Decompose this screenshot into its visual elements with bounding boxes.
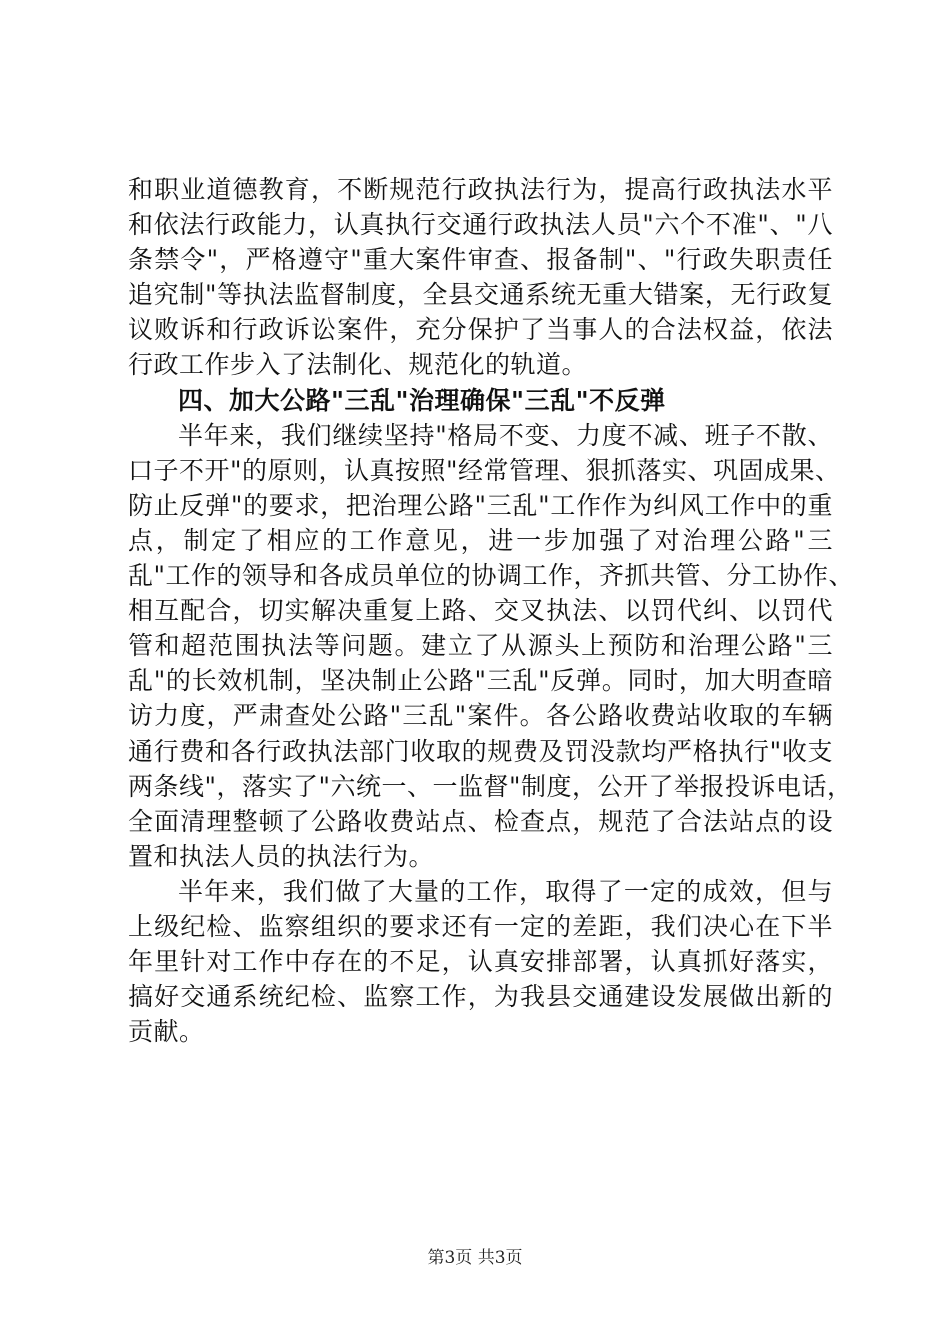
paragraph-line: 访力度，严肃查处公路"三乱"案件。各公路收费站收取的车辆 [128, 701, 833, 731]
paragraph-line: 半年来，我们做了大量的工作，取得了一定的成效，但与 [178, 876, 833, 906]
paragraph-line: 管和超范围执法等问题。建立了从源头上预防和治理公路"三 [128, 631, 833, 661]
paragraph-line: 防止反弹"的要求，把治理公路"三乱"工作作为纠风工作中的重 [128, 490, 833, 520]
paragraph-line: 年里针对工作中存在的不足，认真安排部署，认真抓好落实， [128, 947, 833, 977]
paragraph-line: 搞好交通系统纪检、监察工作，为我县交通建设发展做出新的 [128, 982, 833, 1012]
paragraph-continuation [128, 172, 833, 383]
paragraph-conclusion [128, 874, 833, 1049]
paragraph-line: 和职业道德教育，不断规范行政执法行为，提高行政执法水平 [128, 175, 833, 204]
paragraph-line: 上级纪检、监察组织的要求还有一定的差距，我们决心在下半 [128, 911, 833, 941]
paragraph-line: 行政工作步入了法制化、规范化的轨道。 [128, 350, 588, 380]
paragraph-line: 乱"的长效机制，坚决制止公路"三乱"反弹。同时，加大明查暗 [128, 666, 833, 696]
page-number-footer: 第3页 共3页 [427, 1248, 523, 1268]
paragraph-line: 乱"工作的领导和各成员单位的协调工作，齐抓共管、分工协作、 [128, 561, 855, 591]
paragraph-line: 议败诉和行政诉讼案件，充分保护了当事人的合法权益，依法 [128, 315, 833, 345]
paragraph-section-four [128, 418, 855, 874]
paragraph-line: 口子不开"的原则，认真按照"经常管理、狠抓落实、巩固成果、 [128, 455, 841, 485]
paragraph-line: 全面清理整顿了公路收费站点、检查点，规范了合法站点的设 [128, 806, 833, 836]
paragraph-line: 追究制"等执法监督制度，全县交通系统无重大错案，无行政复 [128, 280, 833, 310]
paragraph-line: 置和执法人员的执法行为。 [128, 841, 435, 871]
section-heading: 四、加大公路"三乱"治理确保"三乱"不反弹 [178, 385, 666, 415]
paragraph-line: 条禁令"，严格遵守"重大案件审查、报备制"、"行政失职责任 [128, 245, 833, 275]
paragraph-line: 两条线"，落实了"六统一、一监督"制度，公开了举报投诉电话， [128, 771, 853, 801]
document-body [128, 172, 855, 1049]
paragraph-line: 通行费和各行政执法部门收取的规费及罚没款均严格执行"收支 [128, 736, 833, 766]
paragraph-line: 相互配合，切实解决重复上路、交叉执法、以罚代纠、以罚代 [128, 596, 833, 626]
paragraph-line: 和依法行政能力，认真执行交通行政执法人员"六个不准"、"八 [128, 210, 833, 240]
paragraph-line: 半年来，我们继续坚持"格局不变、力度不减、班子不散、 [178, 420, 833, 450]
paragraph-line: 点，制定了相应的工作意见，进一步加强了对治理公路"三 [128, 525, 833, 555]
paragraph-line: 贡献。 [128, 1017, 205, 1047]
